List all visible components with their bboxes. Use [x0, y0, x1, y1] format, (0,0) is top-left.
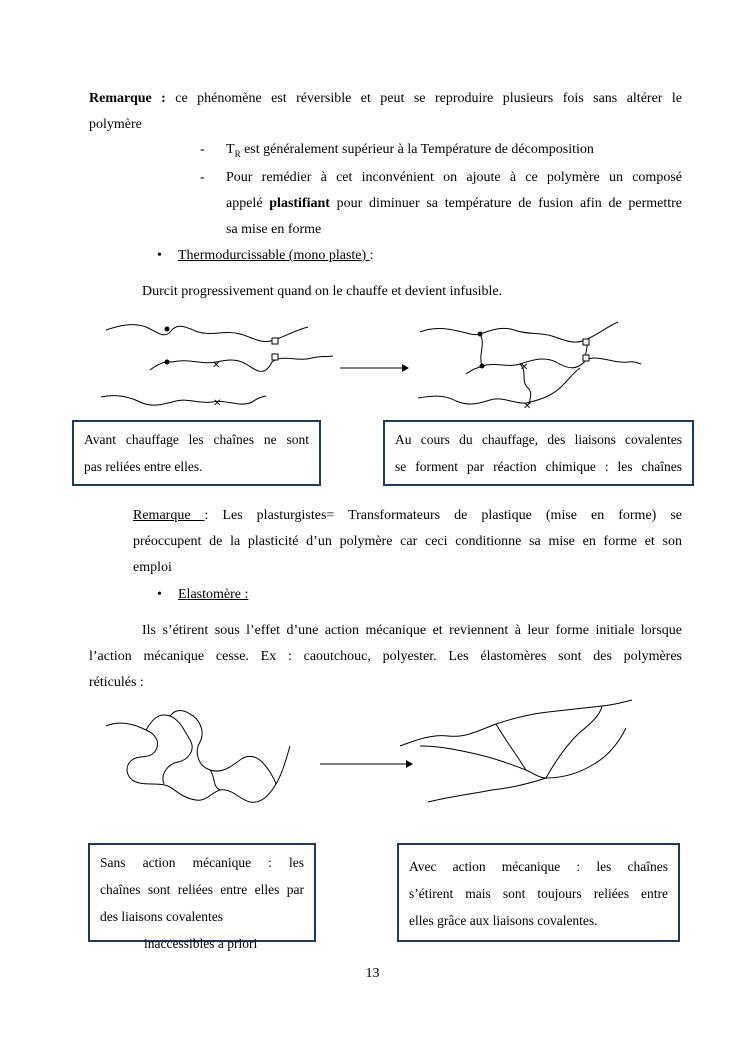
crosslink-square — [583, 339, 589, 345]
remarque2-line3: emploi — [133, 560, 172, 575]
dash-marker: - — [200, 170, 205, 185]
crosslink-cross: ✕ — [212, 360, 221, 371]
page-number: 13 — [365, 966, 380, 981]
chain-line — [466, 358, 641, 374]
chain-line — [101, 396, 266, 405]
crosslink-dot — [480, 364, 485, 369]
remarque2-line1: Remarque : Les plasturgistes= Transformateurs de plastique (mise en forme) se — [133, 508, 682, 523]
caption-box-before-heating: Avant chauffage les chaînes ne sont pas reliées entre elles. — [72, 420, 321, 486]
network-chain — [170, 711, 276, 785]
arrow-head — [406, 760, 413, 768]
crosslink-cross: ✕ — [213, 398, 222, 409]
crosslink-dot — [165, 360, 170, 365]
dash-item-plastifiant-line1: Pour remédier à cet inconvénient on ajoute à ce polymère un composé — [226, 170, 682, 185]
remarque-paragraph-line2: polymère — [89, 117, 142, 132]
arrow-head — [402, 364, 409, 372]
thermo-heading: Thermodurcissable (mono plaste) : — [178, 248, 374, 263]
dash-item-plastifiant-line3: sa mise en forme — [226, 222, 322, 237]
network-chain — [400, 700, 632, 746]
elastomere-line3: réticulés : — [89, 675, 144, 690]
crosslink-square — [272, 354, 278, 360]
bullet-icon: • — [157, 587, 162, 602]
crosslink-square — [583, 355, 589, 361]
bullet-icon: • — [157, 248, 162, 263]
thermo-text: Durcit progressivement quand on le chauffe et devient infusible. — [142, 284, 503, 299]
remarque-paragraph-line1: Remarque : ce phénomène est réversible et peut se reproduire plusieurs fois sans altérer le — [89, 91, 682, 106]
caption-box-during-heating: Au cours du chauffage, des liaisons covalentes se forment par réaction chimique : les chaînes — [383, 420, 694, 486]
network-chain — [420, 728, 626, 778]
network-chain — [496, 724, 526, 770]
crosslink-dot — [165, 327, 170, 332]
chain-line — [418, 368, 580, 404]
elastomer-diagram — [0, 690, 745, 820]
remarque-label: Remarque : — [89, 91, 166, 106]
network-chain — [210, 770, 220, 790]
crosslink-cross: ✕ — [520, 362, 529, 373]
crosslink-square — [272, 338, 278, 344]
chain-line — [150, 356, 333, 371]
crosslink-cross: ✕ — [523, 401, 532, 412]
dash-marker: - — [200, 142, 205, 157]
network-chain — [546, 706, 602, 778]
dash-item-plastifiant-line2: appelé plastifiant pour diminuer sa température de fusion afin de permettre — [226, 196, 683, 211]
network-chain — [428, 778, 546, 802]
elastomere-heading: Elastomère : — [178, 587, 249, 602]
remarque2-line2: préoccupent de la plasticité d’un polymère car ceci conditionne sa mise en forme et son — [133, 534, 682, 549]
elastomere-line1: Ils s’étirent sous l’effet d’une action mécanique et reviennent à leur forme initiale lorsque — [142, 623, 682, 638]
network-chain — [146, 715, 192, 784]
caption-box-with-stress: Avec action mécanique : les chaînes s’étirent mais sont toujours reliées entre elles grâce aux liaisons covalentes. — [397, 843, 680, 942]
crosslink-dot — [478, 332, 483, 337]
crosslink-chain — [480, 334, 482, 366]
dash-item-tr: $T_R$ est généralement supérieur à la Température de décomposition — [226, 142, 594, 159]
caption-box-no-stress: Sans action mécanique : les chaînes sont reliées entre elles par des liaisons covalentes inaccessibles a priori — [88, 843, 316, 942]
elastomere-line2: l’action mécanique cesse. Ex : caoutchouc, polyester. Les élastomères sont des polymères — [89, 649, 682, 664]
